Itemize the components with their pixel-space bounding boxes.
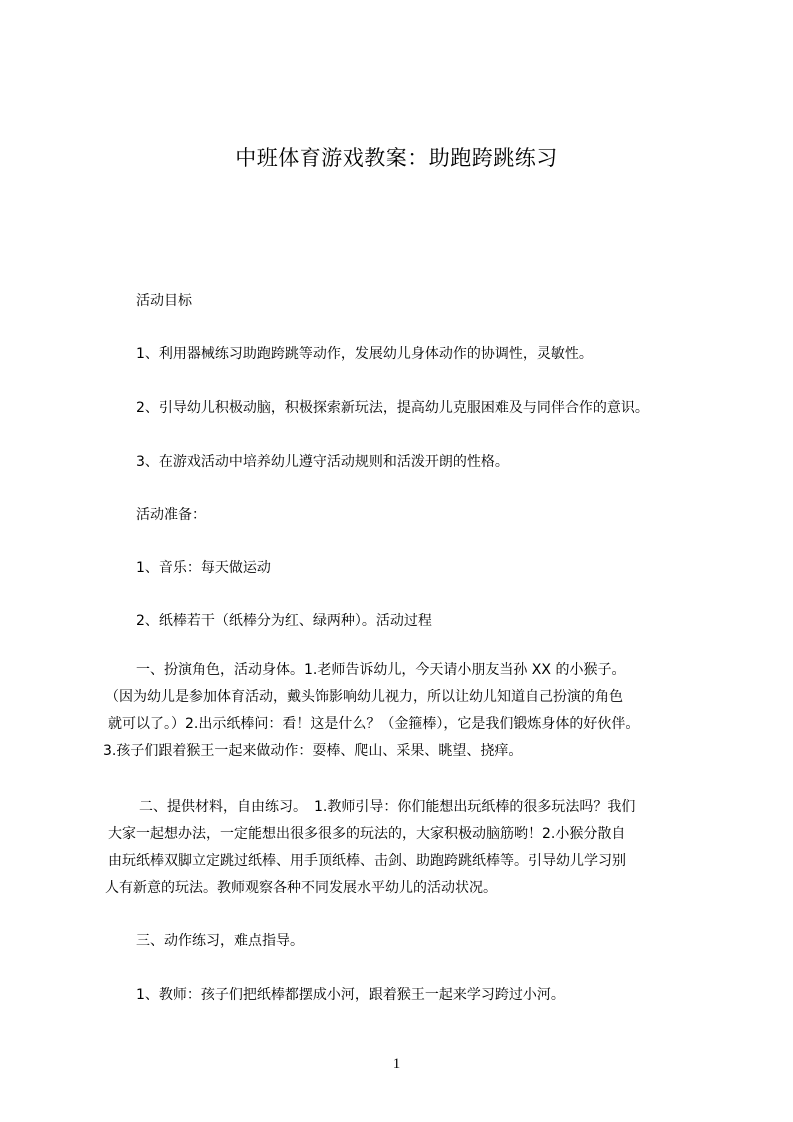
paragraph-line: 二、提供材料，自由练习。 1.教师引导：你们能想出玩纸棒的很多玩法吗？我们	[139, 799, 636, 815]
page-number: 1	[392, 1056, 401, 1072]
paragraph-line: （因为幼儿是参加体育活动，戴头饰影响幼儿视力，所以让幼儿知道自己扮演的角色	[105, 689, 623, 705]
paragraph-line: 1、利用器械练习助跑跨跳等动作，发展幼儿身体动作的协调性，灵敏性。	[136, 346, 593, 362]
paragraph-line: 一、扮演角色，活动身体。1.老师告诉幼儿，今天请小朋友当孙 XX 的小猴子。	[136, 662, 626, 678]
document-title: 中班体育游戏教案：助跑跨跳练习	[235, 146, 558, 170]
section-heading-preparation: 活动准备：	[136, 507, 206, 523]
paragraph-line: 人有新意的玩法。教师观察各种不同发展水平幼儿的活动状况。	[105, 880, 497, 896]
paragraph-line: 1、教师：孩子们把纸棒都摆成小河，跟着猴王一起来学习跨过小河。	[136, 987, 565, 1003]
paragraph-line: 3、在游戏活动中培养幼儿遵守活动规则和活泼开朗的性格。	[136, 454, 509, 470]
paragraph-line: 1、音乐：每天做运动	[136, 560, 271, 576]
paragraph-line: 就可以了。）2.出示纸棒问：看！这是什么？（金箍棒），它是我们锻炼身体的好伙伴。	[108, 716, 640, 732]
paragraph-line: 大家一起想办法，一定能想出很多很多的玩法的，大家积极动脑筋哟！2.小猴分散自	[108, 826, 626, 842]
paragraph-line: 2、纸棒若干（纸棒分为红、绿两种）。活动过程	[136, 613, 432, 629]
section-heading-goals: 活动目标	[136, 293, 192, 309]
section-heading-practice: 三、动作练习，难点指导。	[136, 933, 304, 949]
paragraph-line: 2、引导幼儿积极动脑，积极探索新玩法，提高幼儿克服困难及与同伴合作的意识。	[136, 400, 649, 416]
paragraph-line: 3.孩子们跟着猴王一起来做动作：耍棒、爬山、采果、眺望、挠痒。	[103, 743, 523, 759]
paragraph-line: 由玩纸棒双脚立定跳过纸棒、用手顶纸棒、击剑、助跑跨跳纸棒等。引导幼儿学习别	[108, 853, 626, 869]
